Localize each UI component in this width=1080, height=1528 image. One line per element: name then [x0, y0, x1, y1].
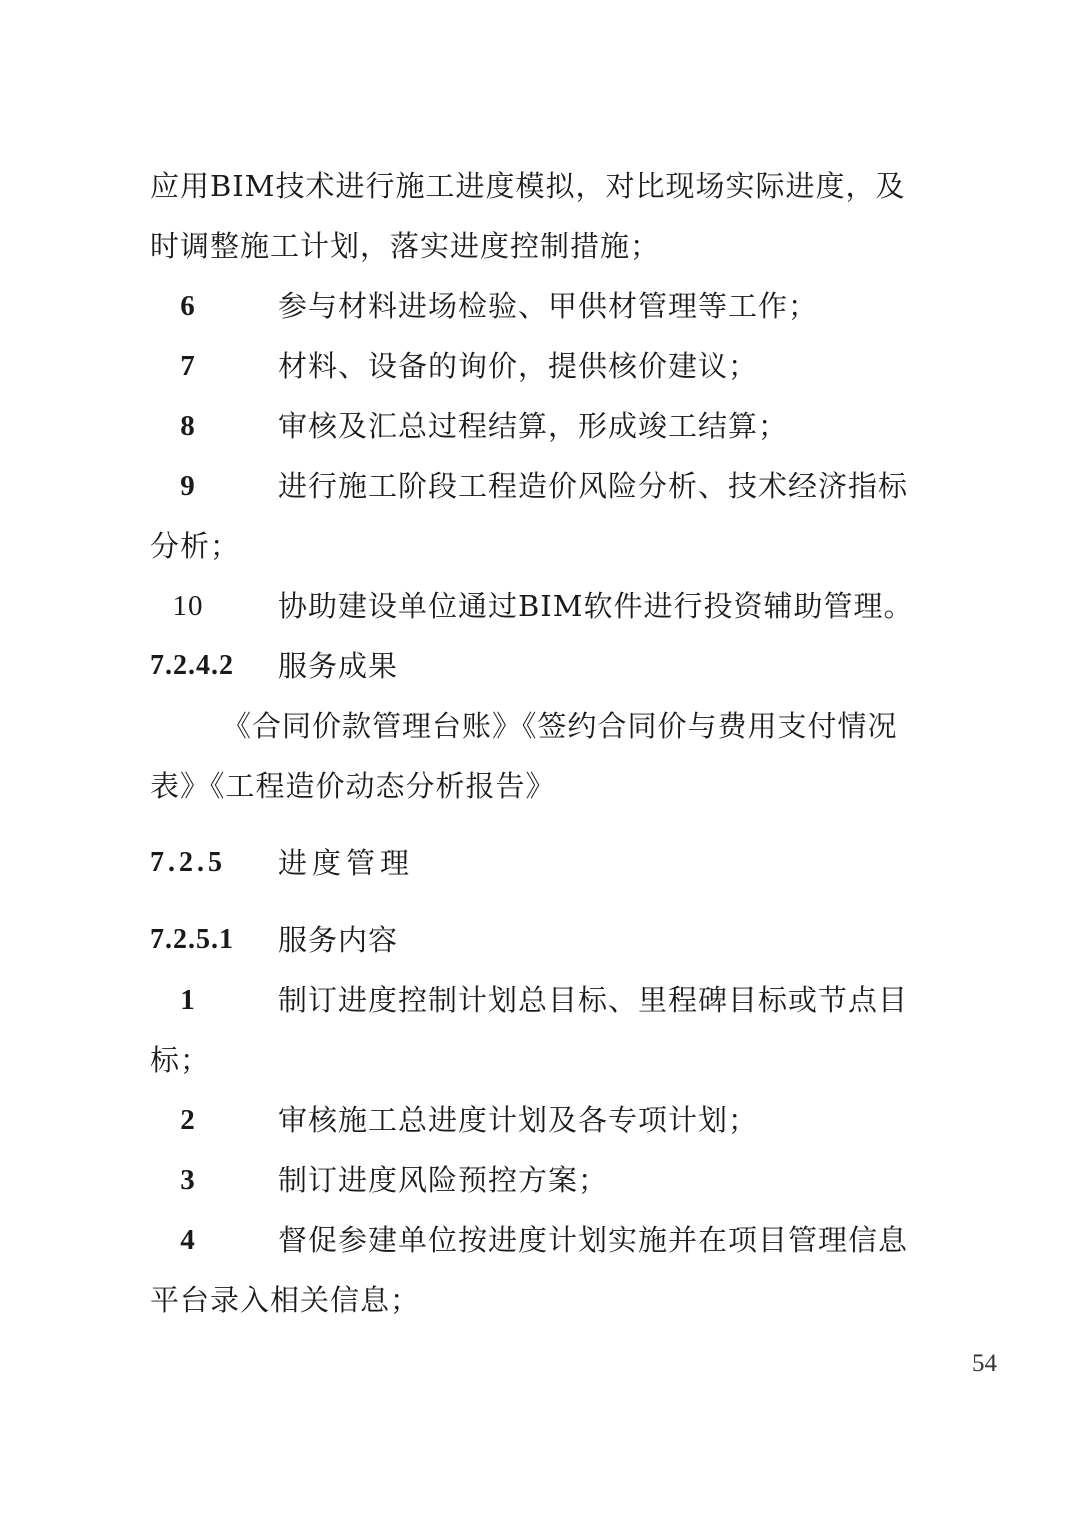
item-text: 协助建设单位通过BIM软件进行投资辅助管理。 [278, 589, 914, 623]
paragraph-line [150, 766, 556, 806]
deliverables-line-2: 表》《工程造价动态分析报告》 [150, 769, 556, 803]
paragraph-line [222, 706, 898, 746]
item-text-wrap: 分析； [150, 529, 241, 563]
item-number: 3 [180, 1164, 196, 1196]
section-number: 7.2.5 [150, 847, 226, 878]
item-text: 审核施工总进度计划及各专项计划； [278, 1103, 759, 1137]
item-number: 6 [180, 290, 196, 322]
item-text: 制订进度风险预控方案； [278, 1163, 609, 1197]
section-number: 7.2.5.1 [150, 924, 234, 955]
paragraph-line [150, 226, 660, 266]
item-text-wrap: 标； [150, 1043, 211, 1077]
item-text-wrap: 平台录入相关信息； [150, 1283, 421, 1317]
section-title: 服务内容 [278, 923, 399, 957]
paragraph-line [150, 166, 905, 206]
list-item-wrap [150, 526, 240, 566]
deliverables-line-1: 《合同价款管理台账》《签约合同价与费用支付情况 [222, 709, 898, 743]
item-number: 9 [180, 470, 196, 502]
section-title: 进度管理 [278, 846, 415, 880]
item-text: 督促参建单位按进度计划实施并在项目管理信息 [278, 1223, 909, 1257]
continuation-line-2: 时调整施工计划，落实进度控制措施； [150, 229, 661, 263]
list-item-wrap [150, 1280, 420, 1320]
page-number: 54 [972, 1350, 997, 1377]
item-number: 7 [180, 350, 196, 382]
item-number: 10 [172, 590, 204, 622]
item-number: 4 [180, 1224, 196, 1256]
item-text: 制订进度控制计划总目标、里程碑目标或节点目 [278, 983, 909, 1017]
list-item-wrap [150, 1040, 210, 1080]
item-text: 审核及汇总过程结算，形成竣工结算； [278, 409, 789, 443]
item-number: 2 [180, 1104, 196, 1136]
item-number: 1 [180, 984, 196, 1016]
item-number: 8 [180, 410, 196, 442]
section-number: 7.2.4.2 [150, 650, 234, 681]
continuation-line-1: 应用BIM技术进行施工进度模拟，对比现场实际进度，及 [150, 169, 906, 203]
section-title: 服务成果 [278, 649, 399, 683]
item-text: 进行施工阶段工程造价风险分析、技术经济指标 [278, 469, 909, 503]
item-text: 材料、设备的询价，提供核价建议； [278, 349, 759, 383]
item-text: 参与材料进场检验、甲供材管理等工作； [278, 289, 819, 323]
